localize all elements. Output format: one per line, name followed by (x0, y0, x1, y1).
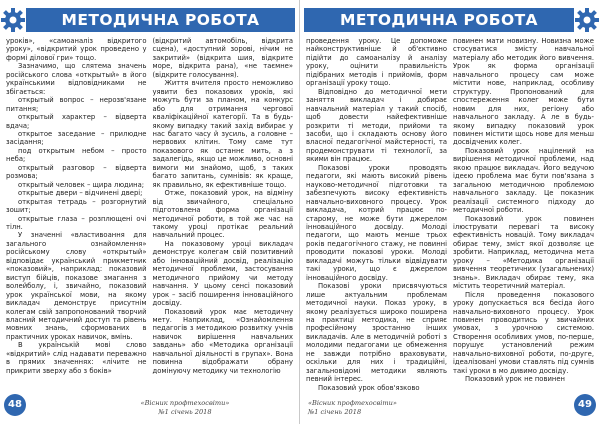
paragraph: (відкритий автомобіль, відкрита сцена), «доступний зорові, нічим не закритий» (відкрита шия, відкрите море, відкрита рана), «не таємне» (відкрите голосування). (152, 37, 293, 79)
paragraph: открытый характер – відверта вдача; (6, 113, 147, 130)
paragraph: Показовий урок має методичну мету. Наприклад, «Ознайомлення педагогів з методикою розвитку учнів навичок вирішення навчальних завдань» або «Методика організації навчальної діяльності в групах». Вона повинна відображати обрану домінуючу методику чи технологію (152, 307, 293, 375)
paragraph: Відповідно до методичної мети заняття викладач і добирає навчальний матеріал у такий спосіб, щоб довести найефективніше розкрити ті методи, прийоми та засоби, що і складають основу його власної педагогічної майстерності, та продемонструвати ті технології, за якими він працює. (306, 87, 447, 164)
text-column-2 (152, 37, 294, 375)
paragraph: открытые двери – відчинені двері; (18, 189, 143, 198)
gear-icon (574, 7, 600, 33)
section-header: МЕТОДИЧНА РОБОТА (26, 8, 295, 32)
paragraph: открытое заседание – прилюдне засідання; (6, 129, 147, 147)
paragraph: под открытым небом – просто неба; (6, 146, 147, 164)
paragraph: уроків», «самоаналіз відкритого уроку», «відкритий урок проведено у формі ділової гри» тощо. (6, 37, 147, 62)
paragraph: открытый человек – щира людина; (18, 180, 145, 189)
paragraph: Показовий урок націлений на вирішення методичної проблеми, над якою працює викладач. Його ведучою ідеєю проблема має бути пов'язана з загальною методичною проблемою навчального закладу. Це показник реалізації системного підходу до методичної роботи. (453, 146, 594, 215)
paragraph: открытый вопрос – нерозв'язане питання; (6, 96, 147, 113)
text-column-1 (306, 37, 447, 392)
text-columns (306, 37, 594, 392)
footer-issue: №1 січень 2018 (308, 407, 362, 416)
paragraph: проведення уроку. Це допоможе найконструктивніше й об'єктивно підійти до самоаналізу й аналізу уроку, оцінити правильність підібраних методів і прийомів, форм організації уроку тощо. (306, 37, 447, 88)
footer-publication: «Вісник профтехосвіти» (140, 399, 230, 407)
footer-issue: №1 січень 2018 (158, 407, 212, 416)
paragraph: Життя вчителя просто неможливо уявити без показових уроків, які можуть бути за планом, на конкурс або для отримання чергової кваліфікаційної категорії. Та в будь-якому випадку такий захід вибирає у нас багато часу й зусиль, а головне – нервових клітин. Тому саме тут показового як останнє мить, а з задалегідь, якщо це можливо, основні вимоги ми знайомо, щоб, з таких багато запитань, сумнівів: як краще, як правильно, як ефективніше тощо. (152, 79, 293, 189)
paragraph: Показовий урок обов'язково (318, 383, 420, 392)
page-number: 48 (4, 394, 26, 416)
paragraph: Показові уроки присвячуються лише актуальним проблемам методичної науки. Показ уроку, в якому реалізується широко поширена на практиці методика, не сприяє професійному зростанню інших викладачів. Але в методичній роботі з молодими педагогами це обмеження не завжди потрібно враховувати, оскільки для них і традиційні, загальновідомі методики являють певний інтерес. (306, 282, 447, 384)
paragraph: Показовий урок повинен ілюструвати перевагі та високу ефективність новацій. Тому викладач обирає тему, зміст якої дозволяє це зробити. Наприклад, методична мета уроку – «Методика організації вивчення теоретичних (узагальнених) знань». Викладач обирає тему, яка містить теоретичний матеріал. (453, 214, 594, 291)
paragraph: открытые глаза – розплющені очі тілн. (6, 214, 147, 231)
right-page (300, 0, 600, 424)
paragraph: Після проведення показового уроку допускається вся бесіда його навчально-виховного процесу. Урок повинен проводитись у звичайних умовах, з урочною системою. Створення особливих умов, по-перше, порушує установлений режим навчально-виховної роботи, по-друге, ідеалізовані умови ставлять під сумнів такі уроки в мо дивимо досвіду. (453, 290, 594, 375)
gear-icon (0, 7, 26, 33)
footer-publication: «Вісник профтехосвіти» (308, 399, 397, 407)
paragraph: У значенні «властивоання для загального ознайомлення» російському слову «открытый» відповідає український прикметник «показовий», наприклад: показовий виступ бійців, показове змагання з волейболу, і, звичайно, показовий урок української мови, на якому викладач демонструє присутнім колегам свій запропонований творчий власний методичний доступ та рівень мовних знань, сформованих в практичних уроках навичок, вмінь. (6, 231, 147, 341)
paragraph: открытая тетрадь – розгорнутий зошит; (6, 197, 147, 215)
paragraph: Показовий урок не повинен (465, 375, 565, 384)
page-number: 49 (574, 394, 596, 416)
paragraph: Показові уроки проводять педагоги, які мають високий рівень науково-методичної підготовки та забезпечують високу ефективність навчально-виховного процесу. Урок викладача, котрий працює по-старому, не може бути джерелом інноваційного досвіду. Молоді педагоги, що мають менше трьох років педагогічного стажу, не повинні проводити показові уроки. Молоді викладачі можуть тільки відвідувати такі уроки, що є джерелом інноваційного досвіду. (306, 163, 447, 282)
text-column-2 (453, 37, 594, 384)
paragraph: открытый разговор – відверта розмова; (6, 163, 147, 181)
paragraph: Отже, показовий урок, на відміну від звичайного, спеціально підготовлена форма організації методичної роботи, в той же час на такому уроці протікає реальний навчальний процес. (152, 189, 293, 240)
paragraph: повинен мати новизну. Новизна може стосуватися змісту навчальної матеріалу або методик його вивчення. Урок як форма організації навчального процесу сам може містити нове, наприклад, особливу структуру. Пропонований для спостереження колег може бути новим для них, регіону або навчального закладу. А ле в будь-якому випадку показовий урок повинен містити щось нове для меньш досвідчених колег. (453, 37, 594, 147)
text-columns (6, 37, 293, 375)
footer (308, 399, 448, 416)
paragraph: В українській мові слово «відкритий» слід надавати переважно в прямих значеннях: «лічите не прикрити зверху або з боків» (6, 341, 147, 375)
footer (115, 399, 255, 416)
text-column-1 (6, 37, 147, 375)
paragraph: Зазначимо, що слятема значень російського слова «открытый» в його українськими відповідниками не збігається: (6, 62, 147, 96)
paragraph: На показовому уроці викладач демонструє колегам свій позитивний або інноваційний досвід, реалізацію методичної проблеми, застосування методичного прийому чи методу навчання. У цьому сенсі показовий урок – засіб поширення інноваційного досвіду. (152, 239, 293, 308)
section-header: МЕТОДИЧНА РОБОТА (304, 8, 574, 32)
